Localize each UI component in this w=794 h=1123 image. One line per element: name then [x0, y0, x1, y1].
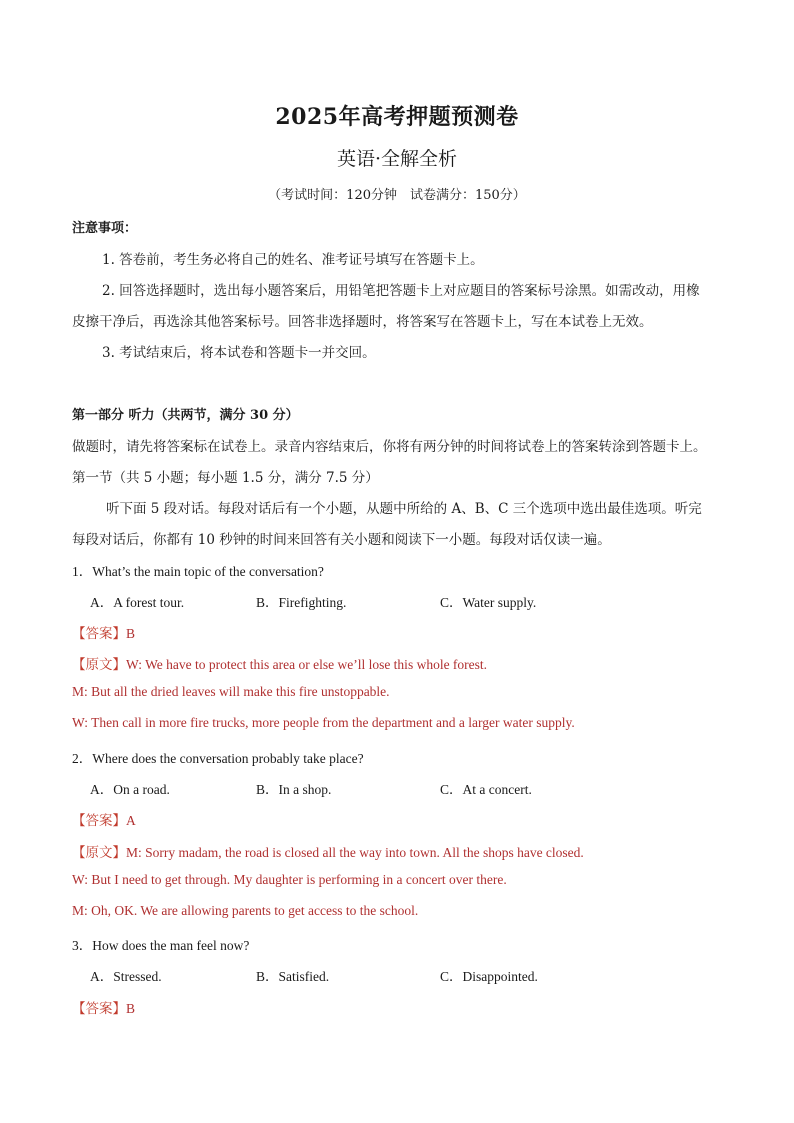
question-1-transcript-1 — [72, 653, 487, 673]
transcript-line: M: Sorry madam, the road is closed all the way into town. All the shops have closed. — [126, 845, 584, 860]
answer-value: B — [126, 1001, 136, 1016]
question-3-option-b: B．Satisfied. — [256, 969, 330, 984]
section-instruction: 做题时，请先将答案标在试卷上。录音内容结束后，你将有两分钟的时间将试卷上的答案转涂到答题卡上。 — [72, 439, 707, 455]
answer-label: 【答案】 — [72, 626, 126, 642]
page-title: 2025年高考押题预测卷 — [275, 104, 519, 130]
transcript-label: 【原文】 — [72, 657, 126, 673]
notice-item-2: 2. 回答选择题时，选出每小题答案后，用铅笔把答题卡上对应题目的答案标号涂黑。如需改动，用橡 — [102, 283, 700, 299]
question-1-option-b: B．Firefighting. — [256, 595, 347, 610]
question-3-option-c: C．Disappointed. — [440, 969, 538, 984]
question-1-stem: 1．What’s the main topic of the conversation? — [72, 564, 324, 579]
answer-label: 【答案】 — [72, 813, 126, 829]
transcript-line: W: We have to protect this area or else we’ll lose this whole forest. — [126, 657, 488, 672]
section-heading: 第一部分 听力（共两节，满分 30 分） — [72, 408, 299, 423]
exam-info: （考试时间：120分钟 试卷满分：150分） — [268, 188, 526, 203]
question-3-option-a: A．Stressed. — [90, 969, 162, 984]
question-2-option-b: B．In a shop. — [256, 782, 332, 797]
answer-value: A — [126, 813, 136, 828]
notice-heading: 注意事项： — [72, 221, 138, 236]
question-1-option-c: C．Water supply. — [440, 595, 537, 610]
notice-item-1: 1. 答卷前，考生务必将自己的姓名、准考证号填写在答题卡上。 — [102, 252, 484, 268]
part-heading: 第一节（共 5 小题；每小题 1.5 分，满分 7.5 分） — [72, 470, 379, 486]
question-1-option-a: A．A forest tour. — [90, 595, 185, 610]
question-1-answer — [72, 622, 135, 642]
question-1-transcript-3: W: Then call in more fire trucks, more people from the department and a larger water supply. — [72, 715, 575, 730]
question-3-stem: 3．How does the man feel now? — [72, 938, 250, 953]
notice-item-2-cont: 皮擦干净后，再选涂其他答案标号。回答非选择题时，将答案写在答题卡上，写在本试卷上无效。 — [72, 314, 653, 330]
question-2-transcript-3: M: Oh, OK. We are allowing parents to get access to the school. — [72, 903, 419, 918]
question-2-transcript-2: W: But I need to get through. My daughter is performing in a concert over there. — [72, 872, 507, 887]
directions-line-1: 听下面 5 段对话。每段对话后有一个小题，从题中所给的 A、B、C 三个选项中选出最佳选项。听完 — [106, 501, 702, 517]
answer-value: B — [126, 626, 136, 641]
question-2-answer — [72, 809, 136, 829]
question-2-option-a: A．On a road. — [90, 782, 170, 797]
directions-line-2: 每段对话后，你都有 10 秒钟的时间来回答有关小题和阅读下一小题。每段对话仅读一遍。 — [72, 532, 611, 548]
question-3-answer — [72, 997, 135, 1017]
question-2-option-c: C．At a concert. — [440, 782, 532, 797]
question-2-stem: 2．Where does the conversation probably take place? — [72, 751, 364, 766]
notice-item-3: 3. 考试结束后，将本试卷和答题卡一并交回。 — [102, 345, 376, 361]
answer-label: 【答案】 — [72, 1001, 126, 1017]
question-1-transcript-2: M: But all the dried leaves will make this fire unstoppable. — [72, 684, 390, 699]
page-subtitle: 英语·全解全析 — [336, 148, 458, 170]
question-2-transcript-1 — [72, 841, 584, 861]
transcript-label: 【原文】 — [72, 845, 126, 861]
